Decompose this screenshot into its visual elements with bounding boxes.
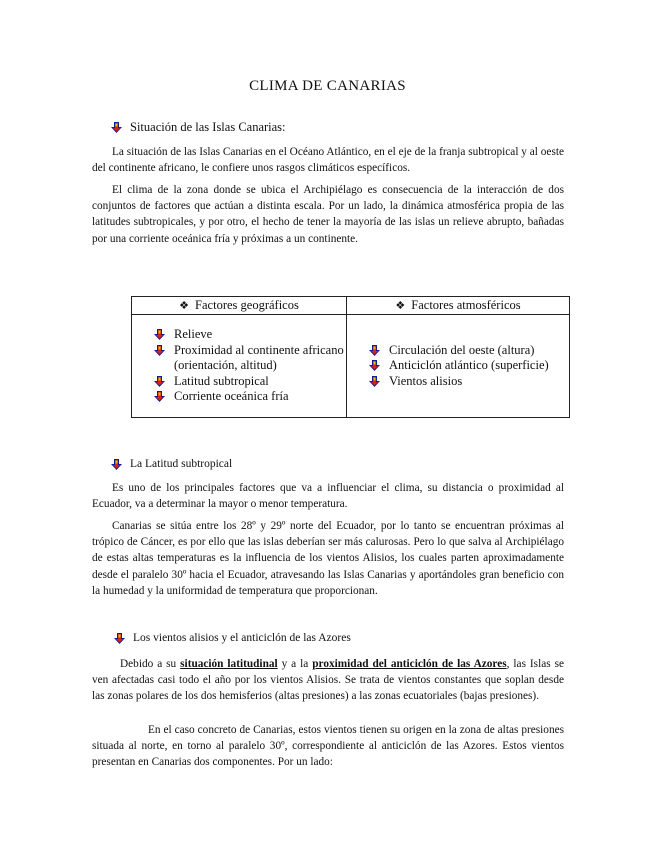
arrow-bullet-icon — [154, 345, 165, 356]
arrow-bullet-icon — [111, 122, 122, 133]
table-cell-atmosfericos — [347, 315, 570, 418]
factor-item — [369, 374, 569, 390]
factor-item — [369, 358, 569, 374]
factor-item — [154, 389, 346, 405]
factor-item-label: Latitud subtropical — [174, 373, 269, 388]
arrow-bullet-icon — [369, 345, 380, 356]
table-header-atmosfericos: ❖ Factores atmosféricos — [347, 297, 570, 315]
factor-item-label: Circulación del oeste (altura) — [389, 342, 535, 357]
arrow-bullet-icon — [154, 329, 165, 340]
arrow-bullet-icon — [154, 391, 165, 402]
emphasis-text: situación latitudinal — [180, 658, 278, 670]
section-heading-text: Situación de las Islas Canarias: — [130, 120, 286, 134]
table-header-geograficos: ❖ Factores geográficos — [132, 297, 347, 315]
section-heading-text: La Latitud subtropical — [130, 458, 233, 470]
paragraph: Es uno de los principales factores que va a influenciar el clima, su distancia o proximidad al Ecuador, va a determinar la mayor o menor temperatura. — [92, 482, 564, 511]
factor-item-label: Anticiclón atlántico (superficie) — [389, 358, 549, 373]
factor-item-label: Relieve — [174, 327, 213, 342]
factors-table — [131, 296, 570, 418]
paragraph: El clima de la zona donde se ubica el Archipiélago es consecuencia de la interacción de dos conjuntos de factores que actúan a distinta escala. Por un lado, la dinámica atmosférica propia de las latitudes subtropicales, y por otro, el hecho de tener la mayoría de las islas un relieve abrupto, bañadas por una corriente oceánica fría y próximas a un continente. — [92, 184, 564, 245]
paragraph: En el caso concreto de Canarias, estos vientos tienen su origen en la zona de altas presiones situada al norte, en torno al paralelo 30º, correspondiente al anticiclón de las Azores. Estos vientos presentan en Canarias dos componentes. Por un lado: — [92, 724, 564, 769]
page-title: CLIMA DE CANARIAS — [249, 78, 406, 94]
factor-list — [369, 343, 569, 390]
factor-list — [154, 327, 346, 405]
section-heading-latitud — [111, 458, 232, 470]
factor-item — [154, 343, 346, 374]
factor-item — [154, 374, 346, 390]
arrow-bullet-icon — [114, 633, 125, 644]
section-heading-alisios — [114, 632, 351, 644]
factor-item — [154, 327, 346, 343]
paragraph: La situación de las Islas Canarias en el Océano Atlántico, en el eje de la franja subtropical y al oeste del continente africano, le confiere unos rasgos climáticos específicos. — [92, 146, 564, 175]
factor-item — [369, 343, 569, 359]
paragraph: Debido a su situación latitudinal y a la proximidad del anticiclón de las Azores, las Islas se ven afectadas casi todo el año por los vientos Alisios. Se trata de vientos constantes que soplan desde las zonas polares de los dos hemisferios (altas presiones) a las zonas ecuatoriales (bajas presiones). — [92, 658, 564, 703]
section-heading-situacion — [111, 120, 286, 135]
factor-item-label: Vientos alisios — [389, 373, 463, 388]
emphasis-text: proximidad del anticiclón de las Azores — [312, 658, 507, 670]
arrow-bullet-icon — [111, 459, 122, 470]
arrow-bullet-icon — [369, 376, 380, 387]
factor-item-label: Proximidad al continente africano (orientación, altitud) — [174, 342, 344, 373]
paragraph: Canarias se sitúa entre los 28º y 29º norte del Ecuador, por lo tanto se encuentran próximas al trópico de Cáncer, es por ello que las islas deberían ser más calurosas. Pero lo que salva al Archipiélago de estas altas temperaturas es la influencia de los vientos Alisios, los cuales parten aproximadamente desde el paralelo 30º hacia el Ecuador, atravesando las Islas Canarias y aportándoles gran beneficio con la humedad y la uniformidad de temperatura que proporcionan. — [92, 520, 564, 597]
table-cell-geograficos — [132, 315, 347, 418]
arrow-bullet-icon — [369, 360, 380, 371]
arrow-bullet-icon — [154, 376, 165, 387]
diamond-bullet-icon: ❖ — [395, 300, 406, 312]
section-heading-text: Los vientos alisios y el anticiclón de las Azores — [133, 632, 351, 644]
factor-item-label: Corriente oceánica fría — [174, 389, 289, 404]
diamond-bullet-icon: ❖ — [179, 300, 190, 312]
